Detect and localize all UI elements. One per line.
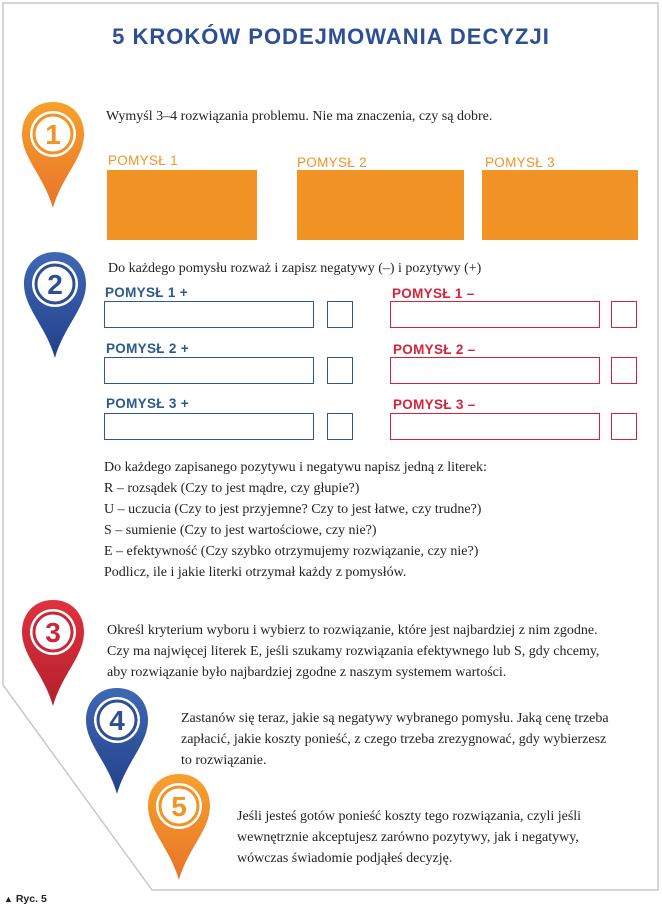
caption-text: Ryc. 5 <box>15 893 47 905</box>
minus-3-label: POMYSŁ 3 – <box>393 397 476 412</box>
idea-2-box[interactable] <box>297 170 464 240</box>
plus-1-score[interactable] <box>327 301 353 328</box>
letters-intro: Do każdego zapisanego pozytywu i negatywu napisz jedną z literek: <box>104 460 487 475</box>
letters-outro: Podlicz, ile i jakie literki otrzymał każdy z pomysłów. <box>104 565 407 580</box>
idea-3-box[interactable] <box>482 170 638 240</box>
step-3-line-2: Czy ma najwięcej literek E, jeśli szukamy rozwiązania efektywnego lub S, gdy chcemy, <box>107 644 600 659</box>
step-5-line-2: wewnętrznie akceptujesz zarówno pozytywy, jak i negatywy, <box>237 830 579 845</box>
plus-1-field[interactable] <box>104 301 314 328</box>
plus-3-field[interactable] <box>104 413 314 440</box>
step-4-line-1: Zastanów się teraz, jakie są negatywy wybranego pomysłu. Jaką cenę trzeba <box>181 711 609 726</box>
step-5-pin-icon <box>146 772 212 884</box>
figure-caption <box>4 893 47 905</box>
step-5-line-1: Jeśli jesteś gotów ponieść koszty tego rozwiązania, czyli jeśli <box>237 809 582 824</box>
step-3-number: 3 <box>45 617 61 648</box>
step-1-pin-icon <box>20 100 86 212</box>
idea-2-label: POMYSŁ 2 <box>297 155 367 170</box>
minus-2-label: POMYSŁ 2 – <box>393 342 476 357</box>
idea-3-label: POMYSŁ 3 <box>485 155 555 170</box>
plus-1-label: POMYSŁ 1 + <box>105 285 188 300</box>
step-3-line-3: aby rozwiązanie było najbardziej zgodne z naszym systemem wartości. <box>107 665 507 680</box>
minus-3-field[interactable] <box>390 413 600 440</box>
letters-item-e: E – efektywność (Czy szybko otrzymujemy rozwiązanie, czy nie?) <box>104 544 479 559</box>
step-4-line-3: to rozwiązanie. <box>181 753 267 768</box>
minus-2-field[interactable] <box>390 357 600 384</box>
minus-3-score[interactable] <box>611 413 637 440</box>
minus-1-score[interactable] <box>611 301 637 328</box>
idea-1-label: POMYSŁ 1 <box>108 153 178 168</box>
plus-2-label: POMYSŁ 2 + <box>106 341 189 356</box>
minus-1-field[interactable] <box>390 301 600 328</box>
plus-2-field[interactable] <box>104 357 314 384</box>
page-title: 5 KROKÓW PODEJMOWANIA DECYZJI <box>112 24 550 49</box>
step-2-number: 2 <box>47 269 63 300</box>
step-1-text: Wymyśl 3–4 rozwiązania problemu. Nie ma znaczenia, czy są dobre. <box>106 109 493 124</box>
step-4-line-2: zapłacić, jakie koszty ponieść, z czego trzeba zrezygnować, gdy wybierzesz <box>181 732 607 747</box>
step-4-pin-icon <box>84 686 150 798</box>
plus-3-score[interactable] <box>327 413 353 440</box>
minus-1-label: POMYSŁ 1 – <box>392 286 475 301</box>
step-2-text: Do każdego pomysłu rozważ i zapisz negatywy (–) i pozytywy (+) <box>108 261 482 276</box>
letters-item-r: R – rozsądek (Czy to jest mądre, czy głupie?) <box>104 481 360 496</box>
plus-3-label: POMYSŁ 3 + <box>106 396 189 411</box>
step-5-number: 5 <box>171 791 187 822</box>
step-5-line-3: wówczas świadomie podjąłeś decyzję. <box>237 851 453 866</box>
step-3-line-1: Określ kryterium wyboru i wybierz to rozwiązanie, które jest najbardziej z nim zgodne. <box>107 623 598 638</box>
step-3-pin-icon <box>20 598 86 710</box>
minus-2-score[interactable] <box>611 357 637 384</box>
idea-1-box[interactable] <box>107 170 257 240</box>
letters-item-u: U – uczucia (Czy to jest przyjemne? Czy to jest łatwe, czy trudne?) <box>104 502 482 517</box>
caption-triangle-icon: ▲ <box>4 894 13 904</box>
letters-item-s: S – sumienie (Czy to jest wartościowe, czy nie?) <box>104 523 377 538</box>
plus-2-score[interactable] <box>327 357 353 384</box>
step-2-pin-icon <box>22 250 88 362</box>
step-4-number: 4 <box>109 705 125 736</box>
step-1-number: 1 <box>45 119 61 150</box>
